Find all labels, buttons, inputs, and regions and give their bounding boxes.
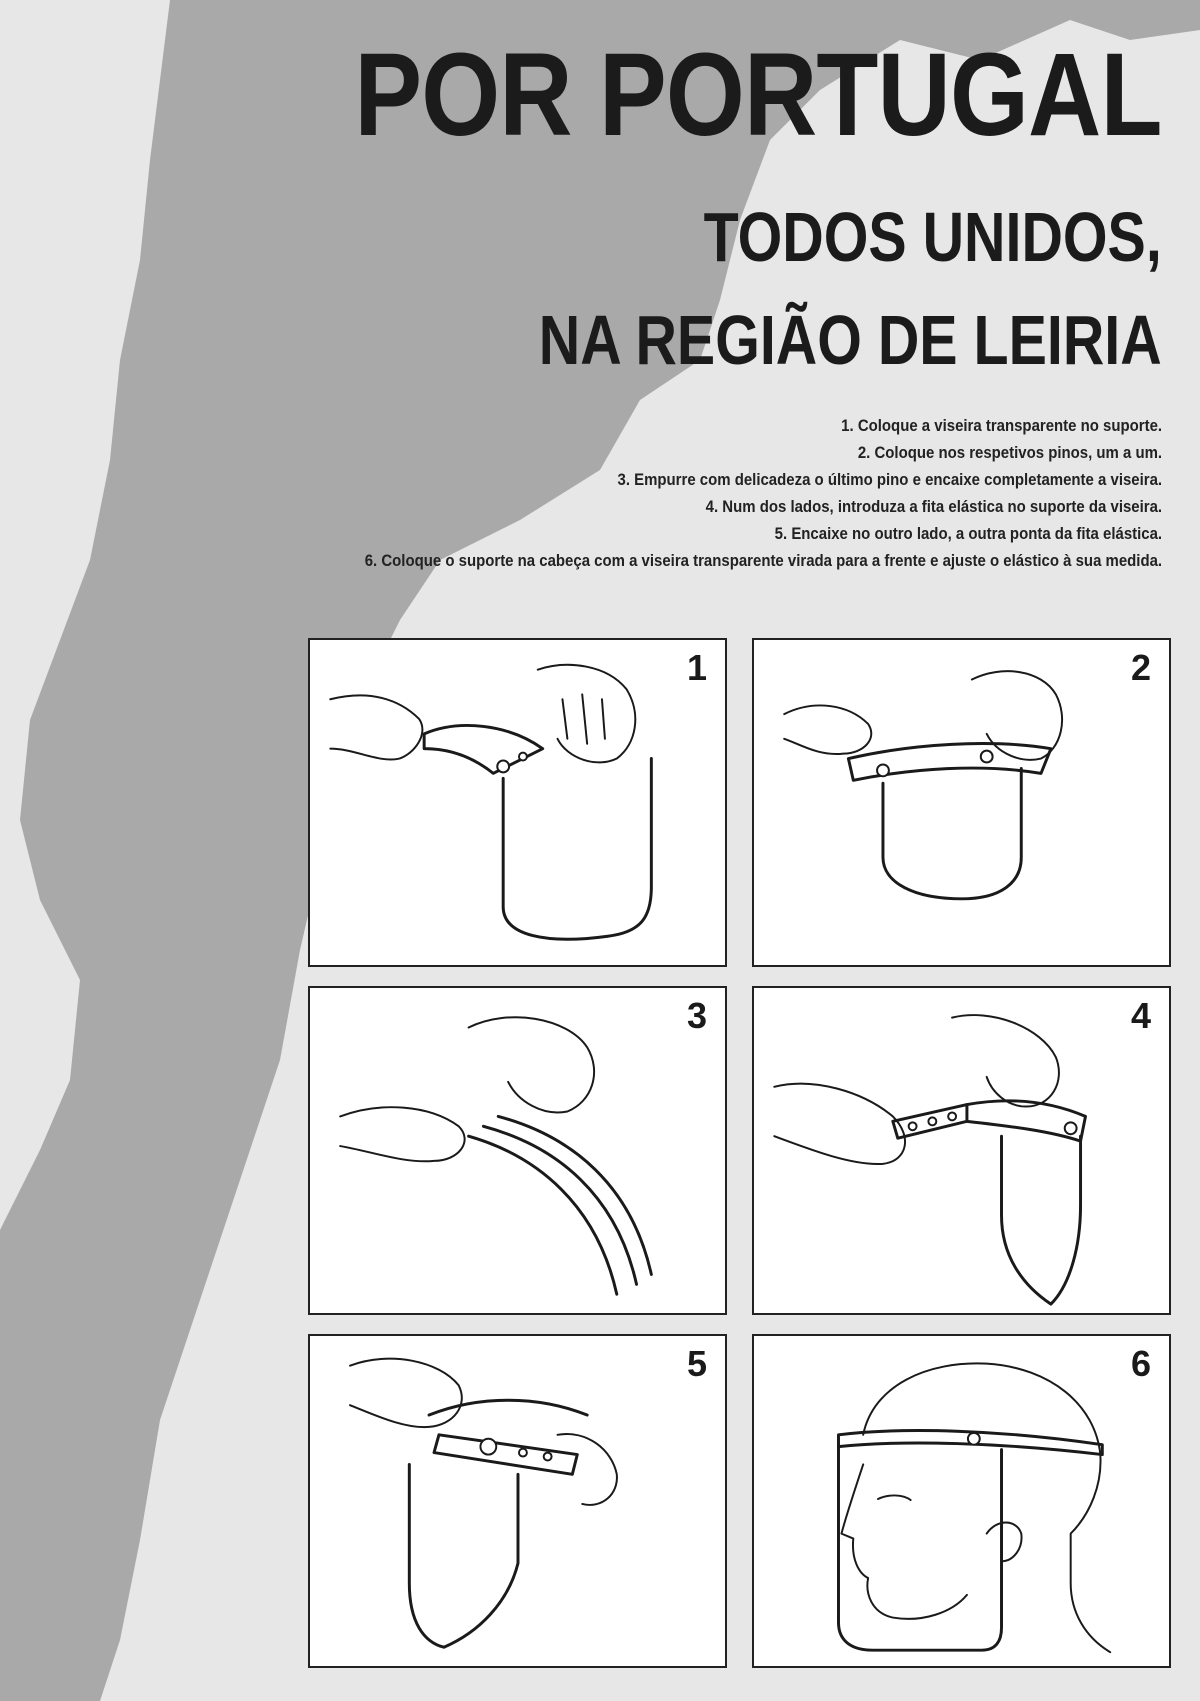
- instruction-step-1: 1. Coloque a viseira transparente no suporte.: [841, 416, 1162, 435]
- subtitle-line-1: TODOS UNIDOS,: [703, 198, 1162, 276]
- step-panel-5: [308, 1334, 727, 1668]
- step-number: 4: [1130, 995, 1151, 1036]
- step-2-illustration: [754, 640, 1169, 965]
- step-panel-1: [308, 638, 727, 967]
- step-number: 2: [1130, 647, 1151, 688]
- instruction-step-3: 3. Empurre com delicadeza o último pino e encaixe completamente a viseira.: [617, 470, 1162, 489]
- instructions-list: [256, 412, 1162, 574]
- step-panel-4: [752, 986, 1171, 1315]
- step-number: 6: [1130, 1343, 1151, 1384]
- step-3-illustration: [310, 988, 725, 1313]
- instruction-step-6: 6. Coloque o suporte na cabeça com a viseira transparente virada para a frente e ajuste o elástico à sua medida.: [364, 551, 1162, 570]
- subtitle-line-2: NA REGIÃO DE LEIRIA: [539, 301, 1162, 379]
- instruction-step-2: 2. Coloque nos respetivos pinos, um a um.: [857, 443, 1162, 462]
- step-number: 5: [686, 1343, 707, 1384]
- step-5-illustration: [310, 1336, 725, 1666]
- step-6-illustration: [754, 1336, 1169, 1666]
- instruction-step-4: 4. Num dos lados, introduza a fita elástica no suporte da viseira.: [705, 497, 1162, 516]
- step-4-illustration: [754, 988, 1169, 1313]
- step-1-illustration: [310, 640, 725, 965]
- step-panel-6: [752, 1334, 1171, 1668]
- page-title: POR PORTUGAL: [354, 29, 1162, 161]
- step-number: 3: [686, 995, 707, 1036]
- instruction-step-5: 5. Encaixe no outro lado, a outra ponta da fita elástica.: [774, 524, 1162, 543]
- step-panel-2: [752, 638, 1171, 967]
- step-panel-3: [308, 986, 727, 1315]
- step-number: 1: [686, 647, 707, 688]
